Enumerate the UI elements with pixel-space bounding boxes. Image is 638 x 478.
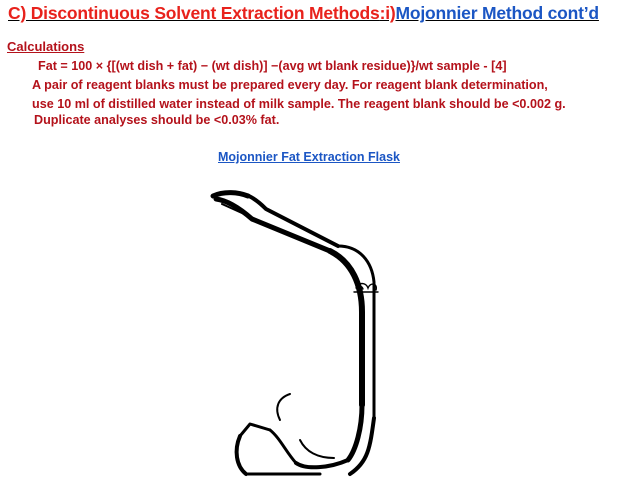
title-method-name: Mojonnier Method cont’d (395, 3, 599, 23)
calculations-heading: Calculations (7, 39, 85, 54)
title-separator: :i) (379, 3, 396, 23)
title-method-category: C) Discontinuous Solvent Extraction Methods (8, 3, 380, 23)
duplicate-note: Duplicate analyses should be <0.03% fat. (34, 113, 280, 127)
figure-caption: Mojonnier Fat Extraction Flask (218, 150, 400, 164)
blank-note-line-2: use 10 ml of distilled water instead of milk sample. The reagent blank should be <0.002 g. (32, 97, 566, 111)
blank-note-line-1: A pair of reagent blanks must be prepared every day. For reagent blank determination, (32, 78, 548, 92)
fat-formula: Fat = 100 × {[(wt dish + fat) − (wt dish)] −(avg wt blank residue)}/wt sample - [4] (38, 59, 507, 73)
